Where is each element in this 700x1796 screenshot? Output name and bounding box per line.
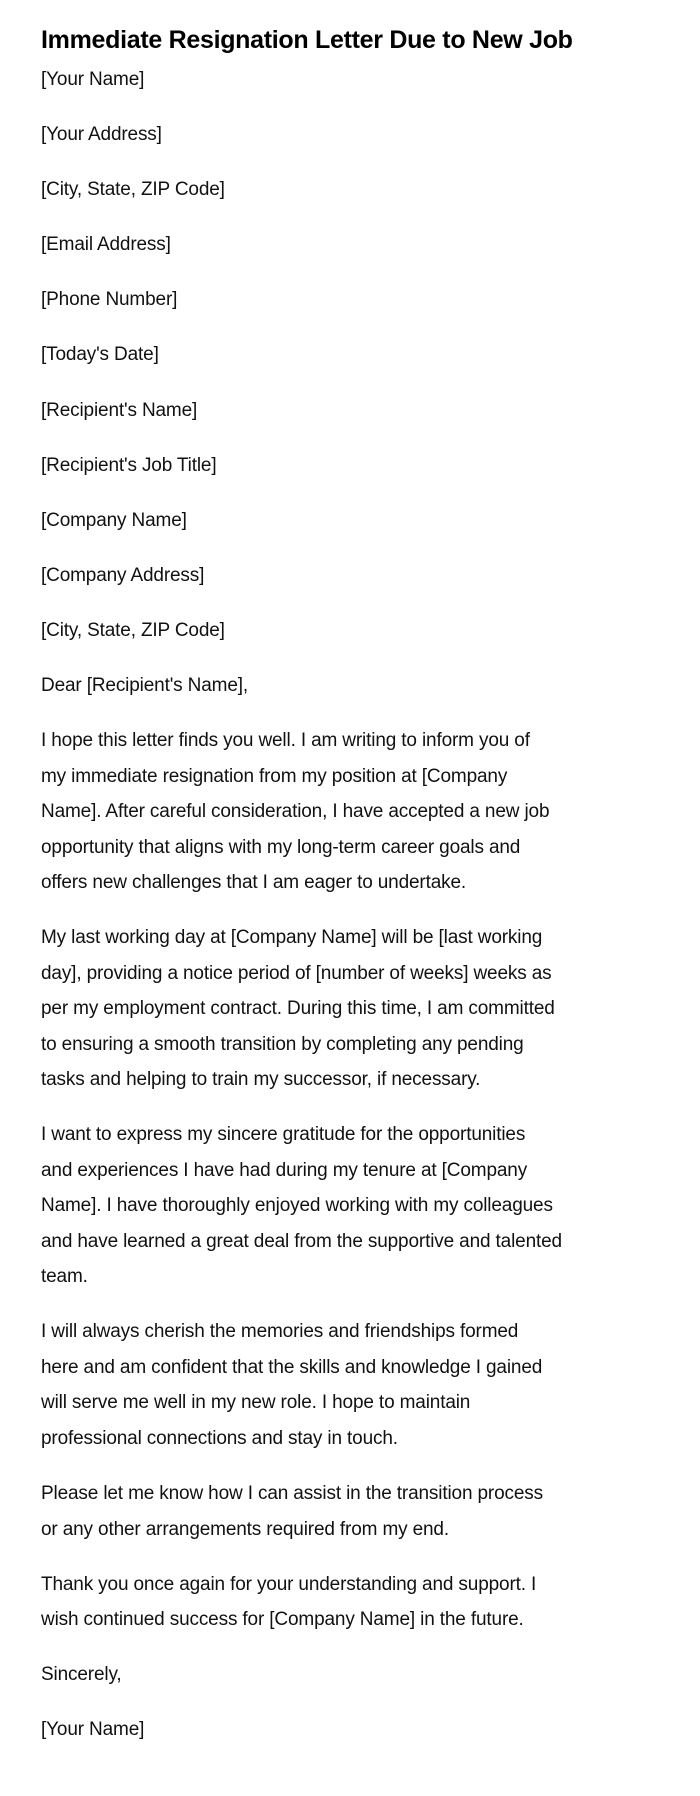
paragraph-line: I want to express my sincere gratitude for the opportunities bbox=[41, 1124, 526, 1146]
paragraph-line: and have learned a great deal from the supportive and talented bbox=[41, 1230, 562, 1252]
paragraph-line: Name]. I have thoroughly enjoyed working with my colleagues bbox=[41, 1195, 553, 1217]
salutation: Dear [Recipient's Name], bbox=[41, 675, 248, 697]
signature-name: [Your Name] bbox=[41, 1719, 145, 1741]
paragraph-line: or any other arrangements required from my end. bbox=[41, 1518, 449, 1540]
paragraph-line: opportunity that aligns with my long-term career goals and bbox=[41, 836, 521, 858]
paragraph-line: tasks and helping to train my successor, if necessary. bbox=[41, 1069, 481, 1091]
sender-address: [Your Address] bbox=[41, 124, 162, 146]
recipient-address: [Company Address] bbox=[41, 564, 205, 586]
paragraph-line: offers new challenges that I am eager to undertake. bbox=[41, 872, 467, 894]
sender-name: [Your Name] bbox=[41, 69, 145, 90]
paragraph-line: I will always cherish the memories and friendships formed bbox=[41, 1321, 519, 1343]
recipient-company: [Company Name] bbox=[41, 509, 187, 531]
sender-email: [Email Address] bbox=[41, 234, 171, 256]
paragraph-line: per my employment contract. During this time, I am committed bbox=[41, 998, 555, 1020]
paragraph-line: professional connections and stay in touch. bbox=[41, 1427, 398, 1449]
sender-phone: [Phone Number] bbox=[41, 289, 178, 311]
paragraph-line: my immediate resignation from my position at [Company bbox=[41, 765, 508, 787]
recipient-job-title: [Recipient's Job Title] bbox=[41, 454, 217, 476]
paragraph-line: here and am confident that the skills and knowledge I gained bbox=[41, 1356, 543, 1378]
body-paragraph-3 bbox=[41, 1117, 681, 1295]
paragraph-line: will serve me well in my new role. I hope to maintain bbox=[41, 1392, 471, 1414]
paragraph-line: to ensuring a smooth transition by completing any pending bbox=[41, 1033, 524, 1055]
paragraph-line: wish continued success for [Company Name] in the future. bbox=[41, 1609, 524, 1631]
paragraph-line: Name]. After careful consideration, I have accepted a new job bbox=[41, 801, 550, 823]
recipient-city-state-zip: [City, State, ZIP Code] bbox=[41, 619, 225, 641]
body-paragraph-6 bbox=[41, 1567, 681, 1638]
document-title: Immediate Resignation Letter Due to New Job bbox=[41, 26, 573, 54]
paragraph-line: and experiences I have had during my tenure at [Company bbox=[41, 1159, 528, 1181]
body-paragraph-5 bbox=[41, 1476, 681, 1547]
paragraph-line: My last working day at [Company Name] will be [last working bbox=[41, 927, 543, 949]
paragraph-line: I hope this letter finds you well. I am writing to inform you of bbox=[41, 730, 530, 752]
paragraph-line: team. bbox=[41, 1266, 88, 1288]
closing: Sincerely, bbox=[41, 1664, 122, 1686]
recipient-name: [Recipient's Name] bbox=[41, 399, 198, 421]
letter-date: [Today's Date] bbox=[41, 344, 159, 366]
body-paragraph-1 bbox=[41, 723, 681, 901]
sender-city-state-zip: [City, State, ZIP Code] bbox=[41, 179, 225, 201]
paragraph-line: Thank you once again for your understanding and support. I bbox=[41, 1573, 537, 1595]
paragraph-line: day], providing a notice period of [number of weeks] weeks as bbox=[41, 962, 552, 984]
paragraph-line: Please let me know how I can assist in the transition process bbox=[41, 1483, 543, 1504]
body-paragraph-4 bbox=[41, 1314, 681, 1456]
body-paragraph-2 bbox=[41, 920, 681, 1098]
